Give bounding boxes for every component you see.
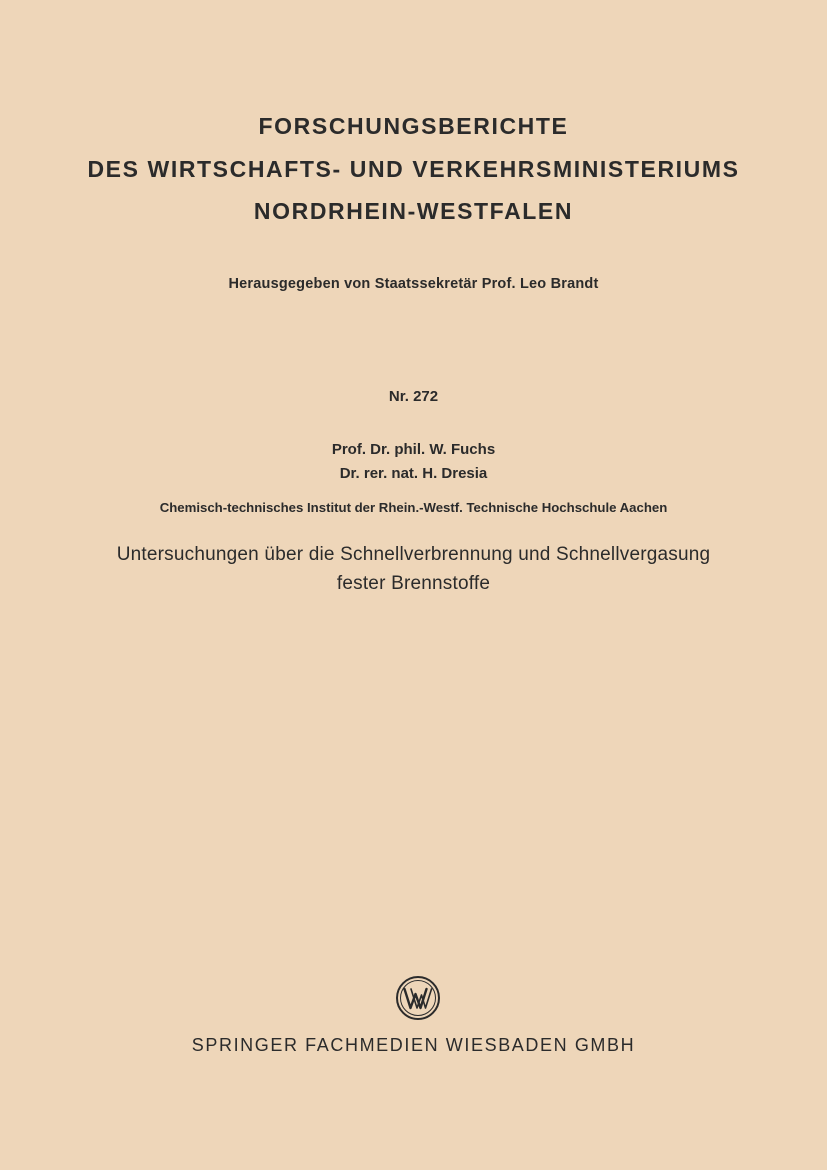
series-title-line-2: DES WIRTSCHAFTS- UND VERKEHRSMINISTERIUMS [87, 156, 740, 182]
publisher-name: SPRINGER FACHMEDIEN WIESBADEN GMBH [191, 1035, 636, 1055]
institute: Chemisch-technisches Institut der Rhein.-Westf. Technische Hochschule Aachen [159, 500, 668, 515]
series-title-line-1: FORSCHUNGSBERICHTE [258, 113, 569, 139]
series-title-line-3: NORDRHEIN-WESTFALEN [253, 198, 574, 224]
author-1: Prof. Dr. phil. W. Fuchs [331, 441, 496, 458]
report-number: Nr. 272 [388, 388, 439, 405]
report-title-line-1: Untersuchungen über die Schnellverbrennung und Schnellvergasung [116, 544, 711, 565]
publisher-logo-icon [395, 975, 441, 1021]
report-title-line-2: fester Brennstoffe [336, 573, 491, 594]
author-2: Dr. rer. nat. H. Dresia [339, 465, 488, 482]
editor-credit: Herausgegeben von Staatssekretär Prof. Leo Brandt [228, 276, 599, 292]
